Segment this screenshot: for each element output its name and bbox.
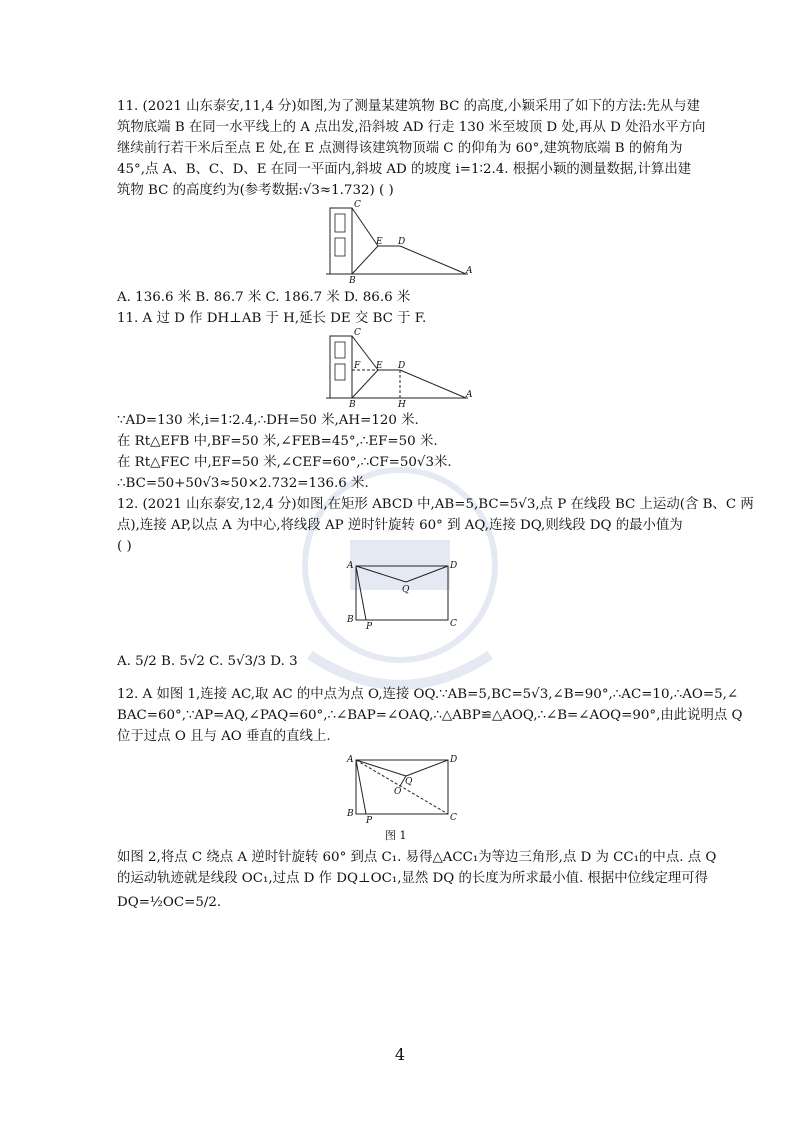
fig11-label: A: [466, 266, 473, 276]
problem12-line: 12. (2021 山东泰安,12,4 分)如图,在矩形 ABCD 中,AB=5,BC=5√3,点 P 在线段 BC 上运动(含 B、C 两: [117, 497, 754, 512]
fig12-label: B: [347, 615, 354, 625]
problem11-line: 45°,点 A、B、C、D、E 在同一平面内,斜坡 AD 的坡度 i=1∶2.4. 根据小颖的测量数据,计算出建: [117, 162, 692, 177]
fig11-label: B: [349, 276, 356, 285]
solution12-line: 的运动轨迹就是线段 OC₁,过点 D 作 DQ⊥OC₁,显然 DQ 的长度为所求最小值. 根据中位线定理可得: [117, 871, 709, 886]
fig12-label: C: [450, 619, 457, 629]
solution12-line: 位于过点 O 且与 AO 垂直的直线上.: [117, 729, 331, 744]
problem11-line: 筑物 BC 的高度约为(参考数据:√3≈1.732) ( ): [117, 183, 394, 198]
fig11-label: C: [354, 200, 361, 210]
figure-caption: 图 1: [385, 829, 407, 842]
fig11-label: D: [398, 237, 406, 247]
solution12-line: 12. A 如图 1,连接 AC,取 AC 的中点为点 O,连接 OQ.∵AB=5,BC=5√3,∠B=90°,∴AC=10,∴AO=5,∠: [117, 687, 739, 702]
problem11-figure: [318, 200, 478, 285]
fig12-label: Q: [402, 585, 410, 595]
solution11-line: 在 Rt△FEC 中,EF=50 米,∠CEF=60°,∴CF=50√3米.: [117, 455, 452, 470]
fig12s-label: D: [450, 755, 458, 765]
fig12-label: A: [347, 561, 354, 571]
fig12-label: P: [366, 622, 373, 630]
solution11-figure: [318, 328, 478, 408]
problem11-line: 筑物底端 B 在同一水平线上的 A 点出发,沿斜坡 AD 行走 130 米至坡顶 D 处,再从 D 处沿水平方向: [117, 120, 706, 135]
fig12s-label: A: [347, 755, 354, 765]
solution11-line: 在 Rt△EFB 中,BF=50 米,∠FEB=45°,∴EF=50 米.: [117, 434, 438, 449]
fig11s-label: B: [349, 400, 356, 408]
fig12-label: D: [450, 561, 458, 571]
fig11s-label: E: [376, 361, 383, 371]
fig12s-label: B: [347, 809, 354, 819]
solution12-figure: [342, 752, 462, 824]
fig11s-label: A: [466, 390, 473, 400]
problem12-options: A. 5/2 B. 5√2 C. 5√3/3 D. 3: [117, 654, 298, 669]
fig11s-label: F: [354, 361, 361, 371]
problem11-line: 继续前行若干米后至点 E 处,在 E 点测得该建筑物顶端 C 的仰角为 60°,建筑物底端 B 的俯角为: [117, 141, 683, 156]
solution11-line: ∵AD=130 米,i=1∶2.4,∴DH=50 米,AH=120 米.: [117, 413, 419, 428]
fig11s-label: C: [354, 328, 361, 338]
solution11-line: ∴BC=50+50√3≈50×2.732=136.6 米.: [117, 476, 369, 491]
fig11s-label: D: [398, 361, 406, 371]
problem11-line: 11. (2021 山东泰安,11,4 分)如图,为了测量某建筑物 BC 的高度,小颖采用了如下的方法:先从与建: [117, 99, 701, 114]
problem12-figure: [342, 558, 462, 630]
fig12s-label: C: [450, 813, 457, 823]
solution11-header: 11. A 过 D 作 DH⊥AB 于 H,延长 DE 交 BC 于 F.: [117, 311, 427, 326]
problem12-line: ( ): [117, 539, 132, 554]
solution12-line: DQ=½OC=5/2.: [117, 895, 222, 910]
page-number: 4: [394, 1045, 406, 1064]
fig12s-label: P: [366, 816, 373, 824]
fig11s-label: H: [398, 400, 406, 408]
solution12-line: 如图 2,将点 C 绕点 A 逆时针旋转 60° 到点 C₁. 易得△ACC₁为等边三角形,点 D 为 CC₁的中点. 点 Q: [117, 850, 717, 865]
problem11-options: A. 136.6 米 B. 86.7 米 C. 186.7 米 D. 86.6 米: [117, 290, 411, 305]
problem12-line: 点),连接 AP,以点 A 为中心,将线段 AP 逆时针旋转 60° 到 AQ,连接 DQ,则线段 DQ 的最小值为: [117, 518, 683, 533]
fig11-label: E: [376, 237, 383, 247]
solution12-line: BAC=60°,∵AP=AQ,∠PAQ=60°,∴∠BAP=∠OAQ,∴△ABP≌△AOQ,∴∠B=∠AOQ=90°,由此说明点 Q: [117, 708, 743, 723]
fig12s-label: O: [394, 787, 402, 797]
fig12s-label: Q: [405, 777, 413, 787]
